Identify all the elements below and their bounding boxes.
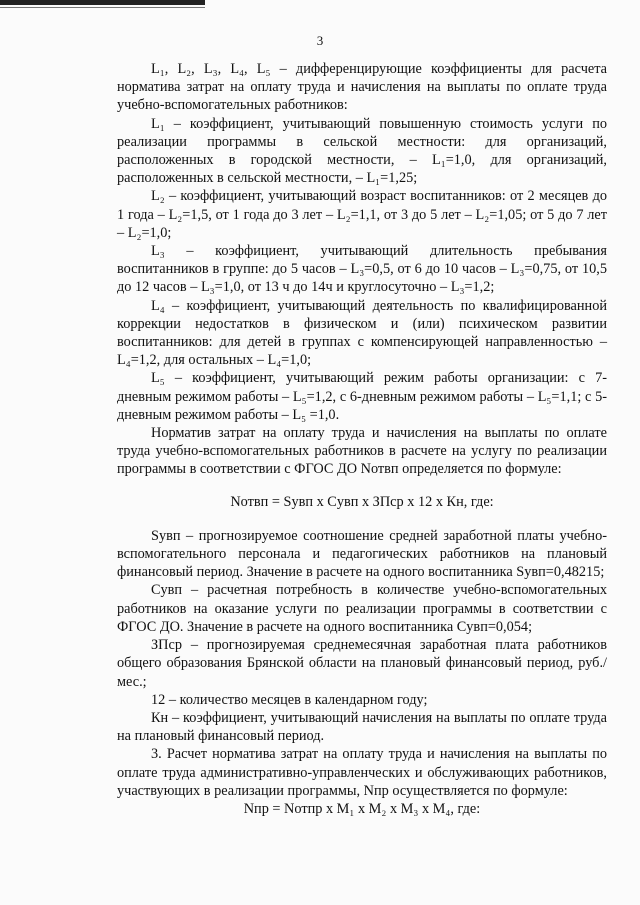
formula-n-otvp: Nотвп = Sувп х Cувп х ЗПср х 12 х Кн, где: xyxy=(230,493,494,510)
paragraph-l2: L₂ – коэффициент, учитывающий возраст воспитанников: от 2 месяцев до 1 года – L₂=1,5, от 1 года до 3 лет – L₂=1,1, от 3 до 5 лет – L₂=1,05; от 5 до 7 лет – L₂=1,0; xyxy=(117,188,607,241)
paragraph-l1: L₁ – коэффициент, учитывающий повышенную стоимость услуги по реализации программы в сельской местности: для организаций, расположенных в городской местности, – L₁=1,0, для организаций, расположенных в сельской местности, – L₁=1,25; xyxy=(117,115,607,187)
top-border-thin-line xyxy=(0,7,205,8)
definition-zp-sr: ЗПср – прогнозируемая среднемесячная заработная плата работников общего образования Брянской области на плановый финансовый период, руб./мес.; xyxy=(117,637,607,690)
top-border-line xyxy=(0,0,205,5)
paragraph-l4: L₄ – коэффициент, учитывающий деятельность по квалифицированной коррекции недостатков в физическом и (или) психическом развитии воспитанников: для детей в группах с компенсирующей направленностью – L₄=1,2, для остальных – L₄=1,0; xyxy=(117,297,607,369)
paragraph-norm-intro: Норматив затрат на оплату труда и начисления на выплаты по оплате труда учебно-вспомогательных работников в расчете на услугу по реализации программы в соответствии с ФГОС ДО Nотвп определяется по формуле: xyxy=(117,425,607,478)
paragraph-section-3: 3. Расчет норматива затрат на оплату труда и начисления на выплаты по оплате труда административно-управленческих и обслуживающих работников, участвующих в реализации программы, Nпр осуществляется по формуле: xyxy=(117,746,607,799)
document-body xyxy=(117,60,607,818)
paragraph-l3: L₃ – коэффициент, учитывающий длительность пребывания воспитанников в группе: до 5 часов – L₃=0,5, от 6 до 10 часов – L₃=0,75, от 10,5 до 12 часов – L₃=1,0, от 13 ч до 14ч и круглосуточно – L₃=1,2; xyxy=(117,243,607,296)
paragraph-l5: L₅ – коэффициент, учитывающий режим работы организации: с 7-дневным режимом работы – L₅=1,2, с 6-дневным режимом работы – L₅=1,1; с 5-дневным режимом работы – L₅ =1,0. xyxy=(117,370,607,423)
definition-k-n: Кн – коэффициент, учитывающий начисления на выплаты по оплате труда на плановый финансовый период. xyxy=(117,709,607,745)
definition-months: 12 – количество месяцев в календарном году; xyxy=(151,691,428,708)
formula-n-pr: Nпр = Nотпр х M₁ х M₂ х M₃ х M₄, где: xyxy=(243,800,481,817)
definition-s-uvp: Sувп – прогнозируемое соотношение средней заработной платы учебно-вспомогательного персонала и педагогических работников на плановый финансовый период. Значение в расчете на одного воспитанника Sувп=0,48215; xyxy=(117,527,607,581)
definition-c-uvp: Cувп – расчетная потребность в количестве учебно-вспомогательных работников на оказание услуги по реализации программы в соответствии с ФГОС ДО. Значение в расчете на одного воспитанника Cувп=0,054; xyxy=(117,582,607,635)
page-number: 3 xyxy=(316,33,324,48)
paragraph-coefficients-intro: L₁, L₂, L₃, L₄, L₅ – дифференцирующие коэффициенты для расчета норматива затрат на оплату труда и начисления на выплаты по оплате труда учебно-вспомогательных работников: xyxy=(117,61,607,114)
